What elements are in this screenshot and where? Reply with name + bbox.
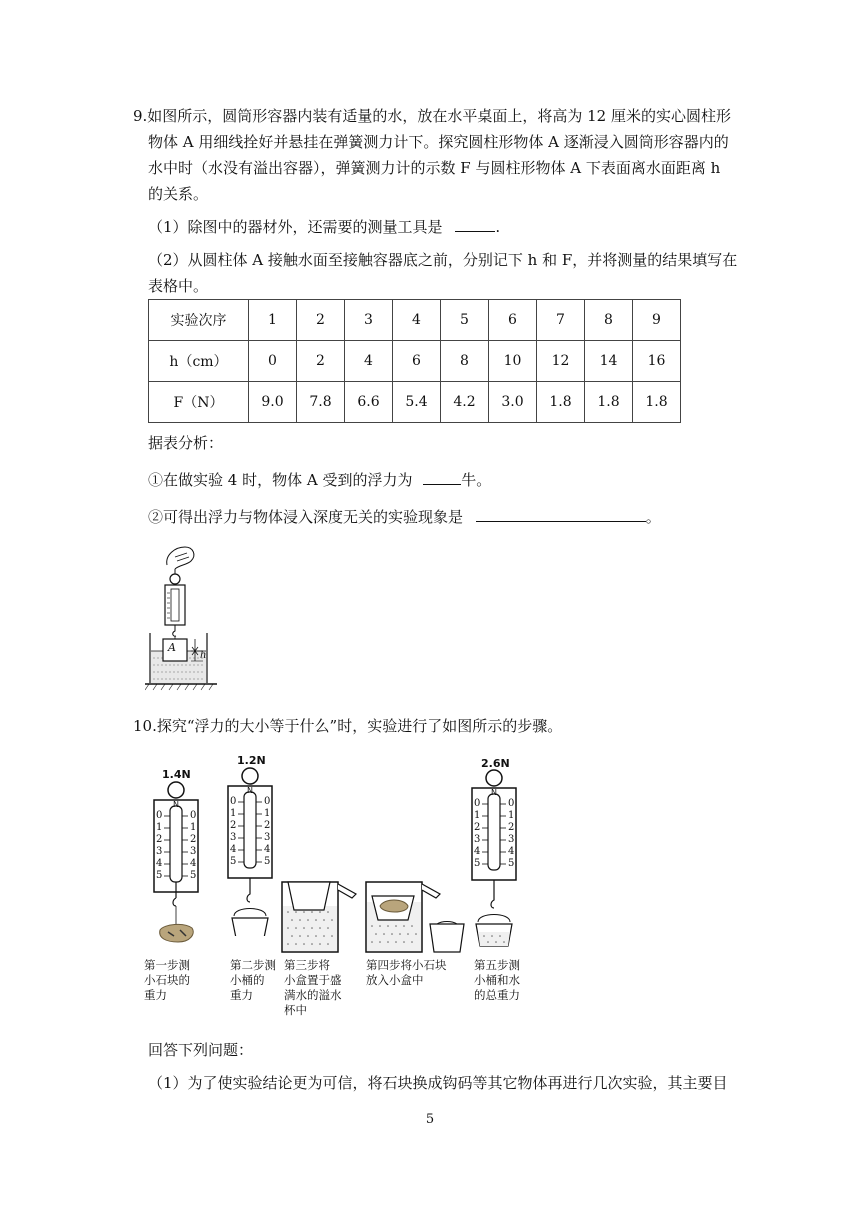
table-cell: 9 [633,300,681,341]
table-cell: 6 [393,341,441,382]
table-cell: 5 [441,300,489,341]
q9-sub2-line1: （2）从圆柱体 A 接触水面至接触容器底之前，分别记下 h 和 F，并将测量的结果填写在 [148,251,738,269]
scale-tick-label: 0 [508,798,515,809]
hand-icon [167,547,194,569]
scale-tick-label: 5 [156,870,163,881]
table-cell: 7.8 [297,382,345,423]
table-cell: 9.0 [249,382,297,423]
scale-tick-label: 1 [156,822,163,833]
table-cell: 10 [489,341,537,382]
ring-icon [242,768,258,784]
scale-tick-label: 5 [474,858,481,869]
q9-intro-line1: 9.如图所示，圆筒形容器内装有适量的水，放在水平桌面上，将高为 12 厘米的实心圆柱形 [133,107,731,125]
table-row-f [149,382,681,423]
scale-tick-label: 0 [230,796,237,807]
table-cell: 1 [249,300,297,341]
q9-sub1-text: （1）除图中的器材外，还需要的测量工具是 [148,218,443,236]
scale-tick-label: 5 [264,856,271,867]
table-cell: 6 [489,300,537,341]
table-cell: F（N） [149,382,249,423]
small-box-icon [288,882,330,910]
ring-icon [170,574,180,584]
table-cell: 8 [585,300,633,341]
caption-line: 小石块的 [144,973,190,987]
q9-sub2-line2: 表格中。 [148,277,209,295]
scale-unit-label: N [247,786,253,795]
table-cell: 4.2 [441,382,489,423]
caption-line: 小盒置于盛 [284,973,342,987]
scale-unit-label: N [173,800,179,809]
table-cell: 2 [297,341,345,382]
caption-step3 [284,958,342,1018]
table-cell: h（cm） [149,341,249,382]
stone-icon [380,900,408,912]
q9-label-h: h [200,650,207,661]
scale-tick-label: 4 [474,846,481,857]
scale-tick-label: 4 [156,858,163,869]
scale-tick-label: 0 [474,798,481,809]
caption-step2 [230,958,276,1003]
q10-intro: 10.探究“浮力的大小等于什么”时，实验进行了如图所示的步骤。 [133,717,563,735]
table-cell: 0 [249,341,297,382]
q9-intro-line3: 水中时（水没有溢出容器），弹簧测力计的示数 F 与圆柱形物体 A 下表面离水面距离 h [148,159,721,177]
table-cell: 14 [585,341,633,382]
q9-a2-blank[interactable] [476,505,646,522]
scale-tick-label: 3 [474,834,481,845]
scale-tick-label: 1 [190,822,197,833]
scale-tick-label: 2 [264,820,271,831]
caption-step5 [474,958,520,1003]
scale-tick-label: 3 [230,832,237,843]
scale-tick-label: 3 [190,846,197,857]
q9-label-a: A [168,641,176,654]
caption-line: 第一步测 [144,958,190,972]
scale-tick-label: 5 [230,856,237,867]
q9-intro-line4: 的关系。 [148,185,209,203]
scale-tick-label: 2 [190,834,197,845]
scale-tick-label: 3 [156,846,163,857]
table-row-h [149,341,681,382]
caption-line: 重力 [144,988,167,1002]
reading-step5: 2.6N [481,757,510,770]
bucket-icon [430,924,464,952]
table-header-row [149,300,681,341]
scale-tick-label: 2 [230,820,237,831]
scale-tick-label: 1 [474,810,481,821]
page-number: 5 [425,1112,435,1127]
reading-step1: 1.4N [162,768,191,781]
table-cell: 12 [537,341,585,382]
scale-tick-label: 4 [264,844,271,855]
spring-scale-icon [165,585,185,625]
q9-a1-end: 牛。 [461,471,492,489]
table-cell: 8 [441,341,489,382]
caption-step1 [144,958,190,1003]
table-cell: 实验次序 [149,300,249,341]
q10-answer-prompt: 回答下列问题： [148,1041,254,1059]
table-cell: 3 [345,300,393,341]
table-cell: 1.8 [537,382,585,423]
scale-tick-label: 3 [508,834,515,845]
table-cell: 6.6 [345,382,393,423]
q9-a2-text: ②可得出浮力与物体浸入深度无关的实验现象是 [148,508,464,526]
step3-overflow-cup [280,876,360,956]
table-cell: 1.8 [633,382,681,423]
q9-a1-blank[interactable] [423,468,461,485]
ring-icon [168,782,184,798]
bucket-icon [232,918,268,936]
table-cell: 7 [537,300,585,341]
caption-line: 杯中 [284,1003,307,1017]
scale-tick-label: 2 [508,822,515,833]
scale-tick-label: 1 [230,808,237,819]
q10-sub1: （1）为了使实验结论更为可信，将石块换成钩码等其它物体再进行几次实验，其主要目 [148,1074,728,1092]
caption-line: 第五步测 [474,958,520,972]
stone-icon [160,924,194,942]
scale-tick-label: 1 [264,808,271,819]
table-cell: 5.4 [393,382,441,423]
caption-step4 [366,958,447,988]
table-cell: 4 [393,300,441,341]
q9-sub1-end: . [495,218,501,236]
caption-line: 放入小盒中 [366,973,424,987]
q9-a2-end: 。 [645,508,661,526]
scale-tick-label: 0 [264,796,271,807]
scale-tick-label: 2 [474,822,481,833]
scale-tick-label: 2 [156,834,163,845]
scale-tick-label: 4 [190,858,197,869]
q9-a1 [148,467,491,493]
table-cell: 4 [345,341,393,382]
caption-line: 第二步测 [230,958,276,972]
q9-figure [145,543,225,693]
reading-step2: 1.2N [237,754,266,767]
ring-icon [486,770,502,786]
caption-line: 第四步将小石块 [366,958,447,972]
scale-tick-label: 5 [190,870,197,881]
table-cell: 3.0 [489,382,537,423]
caption-line: 第三步将 [284,958,330,972]
scale-tick-label: 4 [230,844,237,855]
q9-sub1 [148,214,500,240]
q9-sub1-blank[interactable] [455,215,495,232]
scale-tick-label: 5 [508,858,515,869]
caption-line: 满水的溢水 [284,988,342,1002]
scale-tick-label: 1 [508,810,515,821]
scale-tick-label: 3 [264,832,271,843]
caption-line: 小桶和水 [474,973,520,987]
caption-line: 小桶的 [230,973,265,987]
table-cell: 16 [633,341,681,382]
q9-a2 [148,504,661,530]
q9-a1-text: ①在做实验 4 时，物体 A 受到的浮力为 [148,471,413,489]
scale-tick-label: 4 [508,846,515,857]
q9-analysis: 据表分析： [148,434,224,452]
table-cell: 1.8 [585,382,633,423]
q9-intro-line2: 物体 A 用细线拴好并悬挂在弹簧测力计下。探究圆柱形物体 A 逐渐浸入圆筒形容器内的 [148,133,729,151]
scale-unit-label: N [491,788,497,797]
caption-line: 的总重力 [474,988,520,1002]
caption-line: 重力 [230,988,253,1002]
scale-tick-label: 0 [190,810,197,821]
step4-overflow-cup [364,876,474,956]
table-cell: 2 [297,300,345,341]
scale-tick-label: 0 [156,810,163,821]
q9-data-table [148,299,681,423]
